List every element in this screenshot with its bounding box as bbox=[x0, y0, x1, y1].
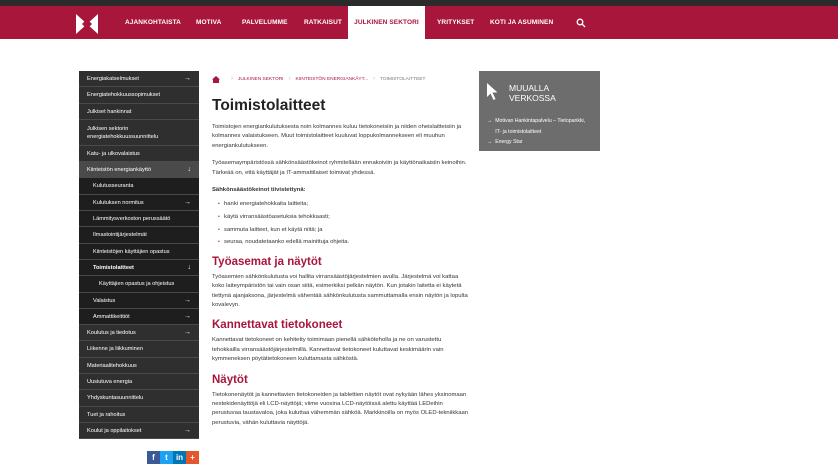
nav-item-yritykset[interactable]: YRITYKSET bbox=[437, 19, 475, 26]
arrow-right-icon: → bbox=[184, 296, 191, 304]
arrow-right-icon: → bbox=[184, 75, 191, 82]
sidebar-item-label: Uusiutuva energia bbox=[87, 379, 133, 386]
external-link[interactable] bbox=[487, 137, 595, 148]
sidebar-item-label: Koulut ja oppilaitokset bbox=[87, 427, 142, 434]
home-icon[interactable] bbox=[212, 76, 220, 83]
sidebar-item[interactable] bbox=[79, 104, 199, 120]
arrow-down-icon: ↓ bbox=[187, 263, 191, 271]
sidebar-subitem[interactable] bbox=[79, 227, 199, 243]
sidebar-subsubitem[interactable] bbox=[79, 276, 199, 292]
sidebar-item-label: Kulutuksen normitus bbox=[93, 199, 144, 206]
cursor-icon bbox=[487, 83, 499, 101]
sidebar-item-label: Liikenne ja liikkuminen bbox=[87, 346, 143, 353]
arrow-down-icon: ↓ bbox=[187, 166, 191, 174]
chevron-right-icon: › bbox=[288, 76, 291, 82]
sidebar-item-label: Koulutus ja tiedotus bbox=[87, 330, 136, 337]
sidebar-item-label: Katu- ja ulkovalaistus bbox=[87, 150, 140, 157]
sidebar-item-active[interactable] bbox=[79, 162, 199, 178]
sidebar-item-label: Ammattikeittiöt bbox=[93, 313, 130, 320]
sidebar-item-label: Tuet ja rahoitus bbox=[87, 411, 126, 418]
sidebar-item-label: Julkiset hankinnat bbox=[87, 108, 132, 115]
sidebar-nav bbox=[79, 71, 199, 439]
chevron-right-icon: › bbox=[373, 76, 375, 82]
breadcrumb-current: TOIMISTOLAITTEET bbox=[380, 76, 426, 82]
sidebar-item-label: Käyttäjien opastus ja ohjeistus bbox=[99, 281, 175, 288]
sidebar-item[interactable] bbox=[79, 390, 199, 406]
list-item: • sammuta laitteet, kun et käytä niitä; ja bbox=[212, 224, 470, 237]
sidebar-item[interactable] bbox=[79, 358, 199, 374]
facebook-icon[interactable]: f bbox=[147, 451, 160, 464]
sidebar-subitem[interactable] bbox=[79, 195, 199, 211]
sidebar-subitem[interactable] bbox=[79, 211, 199, 227]
main-nav bbox=[0, 6, 838, 39]
aside-header bbox=[487, 83, 597, 105]
sidebar-item-label: Materiaalitehokkuus bbox=[87, 362, 137, 369]
motiva-logo[interactable] bbox=[76, 14, 98, 34]
sidebar-item-label: Kiinteistöjen käyttäjien opastus bbox=[93, 248, 170, 255]
sidebar-item-label: Energiatehokkuussopimukset bbox=[87, 92, 161, 99]
sidebar-item-label: Kiinteistön energiankäyttö bbox=[87, 167, 152, 174]
nav-item-julkinen-sektori[interactable]: JULKINEN SEKTORI bbox=[348, 6, 425, 39]
sidebar-subitem-active[interactable] bbox=[79, 260, 199, 276]
nav-item-motiva[interactable]: MOTIVA bbox=[196, 19, 222, 26]
external-links-box bbox=[479, 71, 600, 151]
sidebar-item[interactable] bbox=[79, 374, 199, 390]
sidebar-item[interactable] bbox=[79, 71, 199, 87]
arrow-right-icon: → bbox=[184, 329, 191, 337]
breadcrumb bbox=[212, 74, 425, 84]
sidebar-item-label: Kulutusseuranta bbox=[93, 183, 134, 190]
sidebar-item-label: Lämmitysverkoston perussäätö bbox=[93, 216, 171, 223]
sidebar-item-label: Toimistolaitteet bbox=[93, 264, 134, 271]
arrow-right-icon: → bbox=[184, 426, 191, 434]
list-item: • seuraa, noudatetaanko edellä mainittuja ohjeita. bbox=[212, 236, 470, 249]
sidebar-item[interactable] bbox=[79, 325, 199, 341]
section-heading: Kannettavat tietokoneet bbox=[212, 319, 343, 332]
nav-item-ajankohtaista[interactable]: AJANKOHTAISTA bbox=[125, 19, 181, 26]
share-more-icon[interactable]: + bbox=[186, 451, 199, 464]
sidebar-subitem[interactable] bbox=[79, 293, 199, 309]
tips-list bbox=[212, 198, 470, 248]
sidebar-item[interactable] bbox=[79, 87, 199, 103]
linkedin-icon[interactable]: in bbox=[173, 451, 186, 464]
paragraph: Työasemaympäristössä sähkönsäästökeinot ryhmitellään ennakoiviin ja käyttönaikaisiin keinoihin. Tärkeää on, että käyttäjät ja IT-ammattilaiset toimivat yhdessä. bbox=[212, 160, 467, 176]
arrow-right-icon: → bbox=[487, 139, 493, 145]
list-item: • hanki energiatehokkaita laitteita; bbox=[212, 198, 470, 211]
section-paragraph: Työasemien sähkönkulutusta voi hallita virransäästöjärjestelmien avulla. Järjestelmä voi kattaa koko laiteympäristön tai vain osan siitä, esimerkiksi pelkän näytön. Kun jotakin laitetta ei käytetä tiettynä ajanjaksona, järjestelmä vähentää sähkönkulutusta sammuttamalla ensin näytön ja lopulta kovalevyn. bbox=[212, 273, 468, 309]
arrow-right-icon: → bbox=[184, 312, 191, 320]
share-buttons bbox=[147, 451, 199, 464]
aside-title: MUUALLA VERKOSSA bbox=[509, 83, 556, 103]
sidebar-item[interactable] bbox=[79, 120, 199, 146]
sidebar-item[interactable] bbox=[79, 146, 199, 162]
page-title: Toimistolaitteet bbox=[212, 97, 326, 114]
external-link[interactable] bbox=[487, 116, 595, 137]
external-link-label: Energy Star bbox=[495, 139, 523, 145]
sidebar-item-label: Julkisen sektorin energiatehokkuussuunnittelu bbox=[87, 125, 159, 140]
twitter-icon[interactable]: t bbox=[160, 451, 173, 464]
sidebar-subitem[interactable] bbox=[79, 178, 199, 194]
section-heading: Työasemat ja näytöt bbox=[212, 255, 322, 268]
section-heading: Näytöt bbox=[212, 373, 248, 386]
sidebar-subitem[interactable] bbox=[79, 244, 199, 260]
external-link-label: Motivan Hankintapalvelu – Tietopankki, IT- ja toimistolaitteet bbox=[495, 118, 586, 135]
arrow-right-icon: → bbox=[487, 118, 493, 124]
list-item: • käytä virransäästöasetuksia tehokkaasti; bbox=[212, 211, 470, 224]
nav-item-palvelumme[interactable]: PALVELUMME bbox=[242, 19, 288, 26]
sidebar-item[interactable] bbox=[79, 423, 199, 439]
section-paragraph: Kannettavat tietokoneet on kehitetty toimimaan pienellä sähköteholla ja ne on varustettu tehokkailla virransäästöjärjestelmillä. Kannettavat tietokoneet kuluttavat keskimäärin vain kymmeneksen pöytätietokoneen kuluttamasta sähköstä. bbox=[212, 337, 444, 363]
breadcrumb-link[interactable]: JULKINEN SEKTORI bbox=[238, 76, 284, 82]
chevron-right-icon: › bbox=[231, 76, 233, 82]
aside-links bbox=[487, 116, 595, 148]
nav-item-ratkaisut[interactable]: RATKAISUT bbox=[304, 19, 342, 26]
breadcrumb-link[interactable]: KIINTEISTÖN ENERGIANKÄYT... bbox=[295, 76, 368, 82]
intro-paragraph: Toimistojen energiankulutuksesta noin kolmannes kuluu tietokoneisiin ja niiden oheislaitteisiin ja kolmannes valaistukseen. Muut toimistolaitteet kuuluvat loppukolmannekseen eli muuhun energiankulutukseen. bbox=[212, 124, 462, 149]
main-content bbox=[212, 96, 470, 436]
sidebar-item-label: Ilmastointijärjestelmät bbox=[93, 232, 147, 239]
sidebar-item-label: Valaistus bbox=[93, 297, 116, 304]
search-icon[interactable] bbox=[576, 18, 586, 28]
nav-item-koti-ja-asuminen[interactable]: KOTI JA ASUMINEN bbox=[490, 19, 554, 26]
section-paragraph: Tietokonenäytöt ja kannettavien tietokoneiden ja tablettien näytöt ovat nykyään lähes yksinomaan nestekidenäyttöjä eli LCD-näyttöjä; viime vuosina LCD-näytöissä alettu käyttää LEDeihin perustuvaa taustavaloa, joka kuluttaa vähemmän sähköä. Markkinoilla on myös OLED-tekniikkaan perustuvia, vähän kuluttavia näyttöjä. bbox=[212, 391, 469, 426]
sidebar-item[interactable] bbox=[79, 407, 199, 423]
sidebar-item-label: Energiakatselmukset bbox=[87, 76, 139, 82]
sidebar-item-label: Yhdyskuntasuunnittelu bbox=[87, 395, 144, 402]
arrow-right-icon: → bbox=[184, 198, 191, 206]
sidebar-item[interactable] bbox=[79, 341, 199, 357]
sidebar-subitem[interactable] bbox=[79, 309, 199, 325]
tips-heading: Sähkönsäästökeinot tiivistettynä: bbox=[212, 187, 306, 194]
